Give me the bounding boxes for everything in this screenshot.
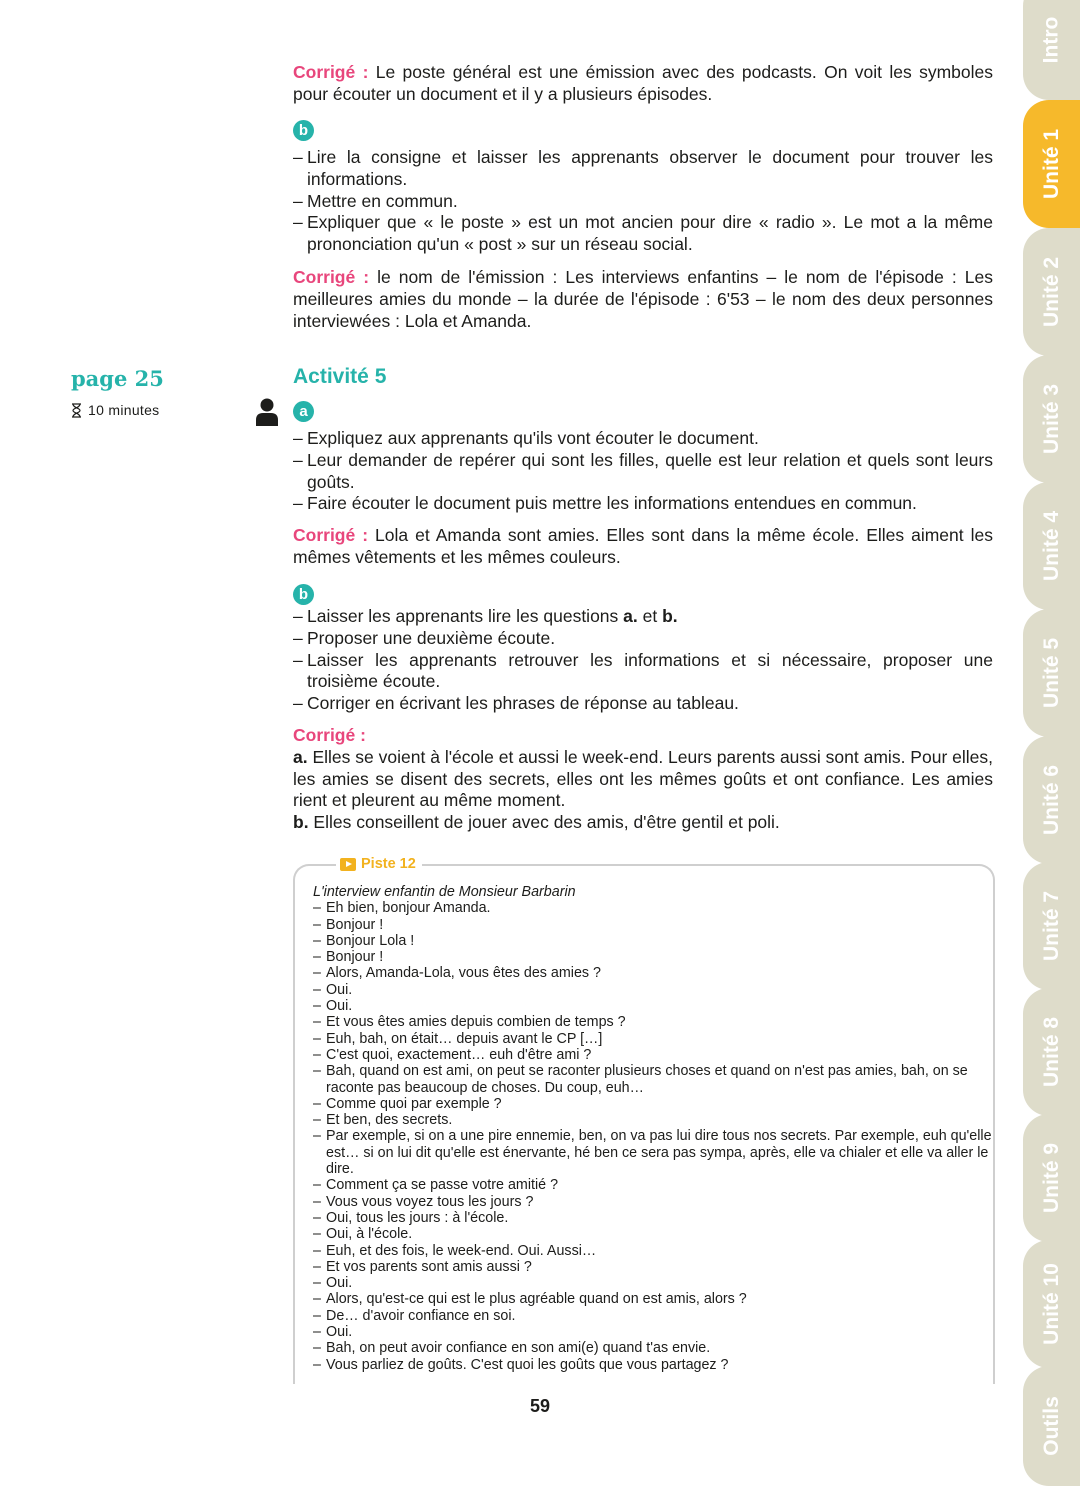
part-a-header bbox=[293, 400, 993, 422]
tab-unite-4[interactable]: Unité 4 bbox=[1023, 482, 1080, 610]
dialogue-line: – De… d'avoir confiance en soi. bbox=[313, 1308, 993, 1324]
list-item: – Proposer une deuxième écoute. bbox=[293, 628, 993, 650]
corrige-paragraph: Corrigé : Le poste général est une émission avec des podcasts. On voit les symboles pour écouter un document et il y a plusieurs épisodes. bbox=[293, 62, 993, 104]
tab-unite-5[interactable]: Unité 5 bbox=[1023, 609, 1080, 737]
hourglass-icon bbox=[71, 403, 82, 418]
list-item: – Faire écouter le document puis mettre les informations entendues en commun. bbox=[293, 493, 993, 515]
tab-unite-2[interactable]: Unité 2 bbox=[1023, 228, 1080, 356]
tab-unite-6[interactable]: Unité 6 bbox=[1023, 736, 1080, 864]
answer-b: b. Elles conseillent de jouer avec des amis, d'être gentil et poli. bbox=[293, 812, 780, 833]
part-b-header bbox=[293, 583, 993, 605]
dialogue-line: – Alors, qu'est-ce qui est le plus agréable quand on est amis, alors ? bbox=[313, 1291, 993, 1307]
dialogue-line: – Oui. bbox=[313, 1324, 993, 1340]
list-item: – Laisser les apprenants retrouver les informations et si nécessaire, proposer une troisième écoute. bbox=[293, 650, 993, 694]
tab-unite-3[interactable]: Unité 3 bbox=[1023, 355, 1080, 483]
dialogue-line: – Comment ça se passe votre amitié ? bbox=[313, 1177, 993, 1193]
list-item: – Lire la consigne et laisser les apprenants observer le document pour trouver les informations. bbox=[293, 147, 993, 191]
dialogue-line: – Comme quoi par exemple ? bbox=[313, 1096, 993, 1112]
part-b-header bbox=[293, 119, 993, 141]
dialogue-line: – Vous parliez de goûts. C'est quoi les goûts que vous partagez ? bbox=[313, 1357, 993, 1373]
unit-tab-bar bbox=[1023, 0, 1080, 1465]
instruction-list bbox=[293, 428, 993, 515]
dialogue-line: – Bah, on peut avoir confiance en son ami(e) quand t'as envie. bbox=[313, 1340, 993, 1356]
corrige-block: Corrigé : a. Elles se voient à l'école et aussi le week-end. Leurs parents aussi sont amis. Pour elles, les amies se disent des secrets, elles ont les mêmes goûts et ont confiance. Les amies rient et pleurent au même moment. b. Elles conseillent de jouer avec des amis, d'être gentil et poli. bbox=[293, 725, 993, 833]
dialogue-line: – Et ben, des secrets. bbox=[313, 1112, 993, 1128]
tab-outils[interactable]: Outils bbox=[1023, 1366, 1080, 1486]
letter-b-badge: b bbox=[293, 584, 314, 605]
dialogue-line: – Et vous êtes amies depuis combien de temps ? bbox=[313, 1014, 993, 1030]
letter-b-badge: b bbox=[293, 120, 314, 141]
dialogue-line: – Euh, et des fois, le week-end. Oui. Aussi… bbox=[313, 1243, 993, 1259]
audio-track-label[interactable]: Piste 12 bbox=[336, 856, 422, 872]
dialogue-list bbox=[313, 900, 993, 1373]
tab-unite-1[interactable]: Unité 1 bbox=[1023, 100, 1080, 228]
dialogue-line: – Bonjour ! bbox=[313, 917, 993, 933]
dialogue-line: – Bonjour Lola ! bbox=[313, 933, 993, 949]
transcript-text bbox=[313, 884, 993, 1373]
person-icon bbox=[256, 398, 278, 426]
dialogue-line: – Eh bien, bonjour Amanda. bbox=[313, 900, 993, 916]
tab-unite-7[interactable]: Unité 7 bbox=[1023, 862, 1080, 990]
dialogue-line: – Bonjour ! bbox=[313, 949, 993, 965]
list-item: – Corriger en écrivant les phrases de réponse au tableau. bbox=[293, 693, 993, 715]
corrige-paragraph: Corrigé : Lola et Amanda sont amies. Elles sont dans la même école. Elles aiment les mêmes vêtements et les mêmes couleurs. bbox=[293, 525, 993, 567]
activity-title: Activité 5 bbox=[293, 365, 387, 388]
dialogue-line: – Alors, Amanda-Lola, vous êtes des amies ? bbox=[313, 965, 993, 981]
answer-a: a. Elles se voient à l'école et aussi le week-end. Leurs parents aussi sont amis. Pour elles, les amies se disent des secrets, elles ont les mêmes goûts et ont confiance. Les amies rient et pleurent au même moment. bbox=[293, 746, 993, 811]
list-item: – Leur demander de repérer qui sont les filles, quelle est leur relation et quels sont leurs goûts. bbox=[293, 450, 993, 494]
transcript-title: L'interview enfantin de Monsieur Barbarin bbox=[313, 884, 576, 900]
dialogue-line: – C'est quoi, exactement… euh d'être ami ? bbox=[313, 1047, 993, 1063]
duration: 10 minutes bbox=[71, 402, 159, 418]
instruction-list bbox=[293, 606, 993, 715]
corrige-paragraph: Corrigé : le nom de l'émission : Les interviews enfantins – le nom de l'épisode : Les meilleures amies du monde – la durée de l'épisode : 6'53 – le nom des deux personnes interviewées : Lola et Amanda. bbox=[293, 267, 993, 331]
tab-intro[interactable]: Intro bbox=[1023, 0, 1080, 100]
play-icon[interactable] bbox=[340, 858, 356, 871]
dialogue-line: – Bah, quand on est ami, on peut se raconter plusieurs choses et quand on n'est pas amies, bah, on se raconte pas beaucoup de choses. Du coup, euh… bbox=[313, 1063, 993, 1096]
instruction-list bbox=[293, 147, 993, 256]
list-item: – Expliquer que « le poste » est un mot ancien pour dire « radio ». Le mot a la même prononciation qu'un « post » sur un réseau social. bbox=[293, 212, 993, 256]
list-item: – Laisser les apprenants lire les questions a. et b. bbox=[293, 606, 993, 628]
list-item: – Expliquez aux apprenants qu'ils vont écouter le document. bbox=[293, 428, 993, 450]
dialogue-line: – Et vos parents sont amis aussi ? bbox=[313, 1259, 993, 1275]
tab-unite-9[interactable]: Unité 9 bbox=[1023, 1114, 1080, 1242]
dialogue-line: – Oui. bbox=[313, 982, 993, 998]
page-reference: page 25 bbox=[71, 366, 164, 391]
dialogue-line: – Euh, bah, on était… depuis avant le CP […] bbox=[313, 1031, 993, 1047]
dialogue-line: – Oui. bbox=[313, 998, 993, 1014]
tab-unite-8[interactable]: Unité 8 bbox=[1023, 988, 1080, 1116]
dialogue-line: – Oui. bbox=[313, 1275, 993, 1291]
letter-a-badge: a bbox=[293, 401, 314, 422]
dialogue-line: – Vous vous voyez tous les jours ? bbox=[313, 1194, 993, 1210]
dialogue-line: – Par exemple, si on a une pire ennemie, ben, on va pas lui dire tous nos secrets. Par exemple, euh qu'elle est… si on lui dit qu'elle est énervante, hé ben ce sera pas sympa, après, elle va chialer et elle va aller le dire. bbox=[313, 1128, 993, 1177]
dialogue-line: – Oui, tous les jours : à l'école. bbox=[313, 1210, 993, 1226]
tab-unite-10[interactable]: Unité 10 bbox=[1023, 1240, 1080, 1368]
list-item: – Mettre en commun. bbox=[293, 191, 993, 213]
page-number: 59 bbox=[529, 1396, 551, 1416]
dialogue-line: – Oui, à l'école. bbox=[313, 1226, 993, 1242]
